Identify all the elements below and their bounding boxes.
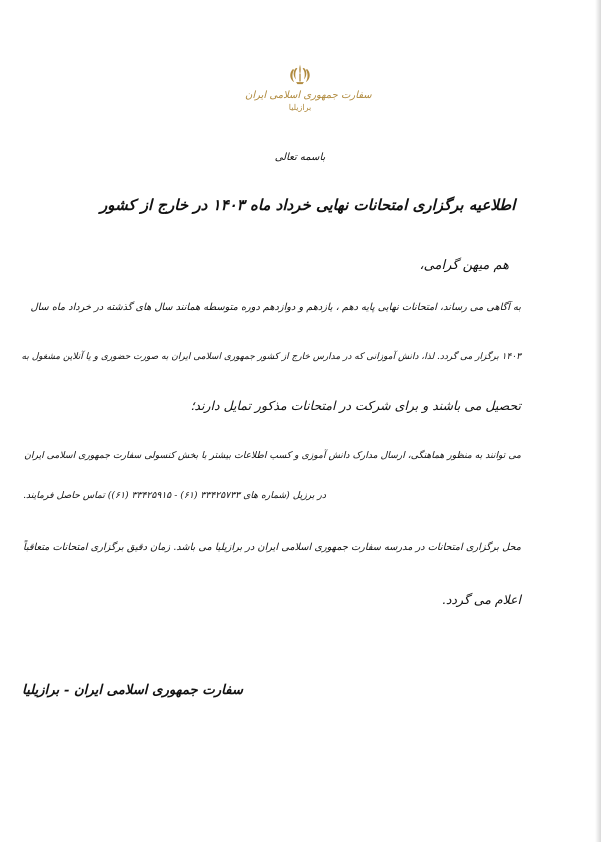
paragraph3-line1: محل برگزاری امتحانات در مدرسه سفارت جمهوری اسلامی ایران در برازیلیا می باشد. زمان دقیق برگزاری امتحانات متعاقباً: [22, 542, 521, 553]
announcement-title: اطلاعیه برگزاری امتحانات نهایی خرداد ماه ۱۴۰۳ در خارج از کشور: [100, 196, 516, 214]
paragraph1-line2: ۱۴۰۳ برگزار می گردد. لذا، دانش آموزانی که در مدارس خارج از کشور جمهوری اسلامی ایران به صورت حضوری و یا آنلاین مشغول به: [21, 352, 521, 362]
paragraph3-line2: اعلام می گردد.: [441, 592, 521, 607]
paragraph2-line1: می توانند به منظور هماهنگی، ارسال مدارک دانش آموزی و کسب اطلاعات بیشتر با بخش کنسولی سفارت جمهوری اسلامی ایران: [24, 450, 521, 461]
signature: سفارت جمهوری اسلامی ایران - برازیلیا: [22, 683, 243, 698]
letterhead: [245, 62, 372, 112]
paragraph1-line1: به آگاهی می رساند، امتحانات نهایی پایه دهم ، یازدهم و دوازدهم دوره متوسطه همانند سال های گذشته در خرداد ماه سال: [30, 302, 521, 313]
iran-emblem-icon: [287, 62, 313, 88]
salutation: هم میهن گرامی،: [419, 258, 509, 273]
page-edge-shadow: [595, 0, 601, 842]
embassy-city: برازیلیا: [288, 103, 312, 112]
invocation: باسمه تعالی: [274, 152, 326, 163]
embassy-name: سفارت جمهوری اسلامی ایران: [245, 90, 372, 101]
paragraph2-line2: در برزیل (شماره های ۳۳۴۲۵۷۳۳ (۶۱) - ۳۳۴۲۵۹۱۵ (۶۱)) تماس حاصل فرمایند.: [23, 490, 326, 501]
paragraph1-line3: تحصیل می باشند و برای شرکت در امتحانات مذکور تمایل دارند؛: [190, 398, 521, 413]
